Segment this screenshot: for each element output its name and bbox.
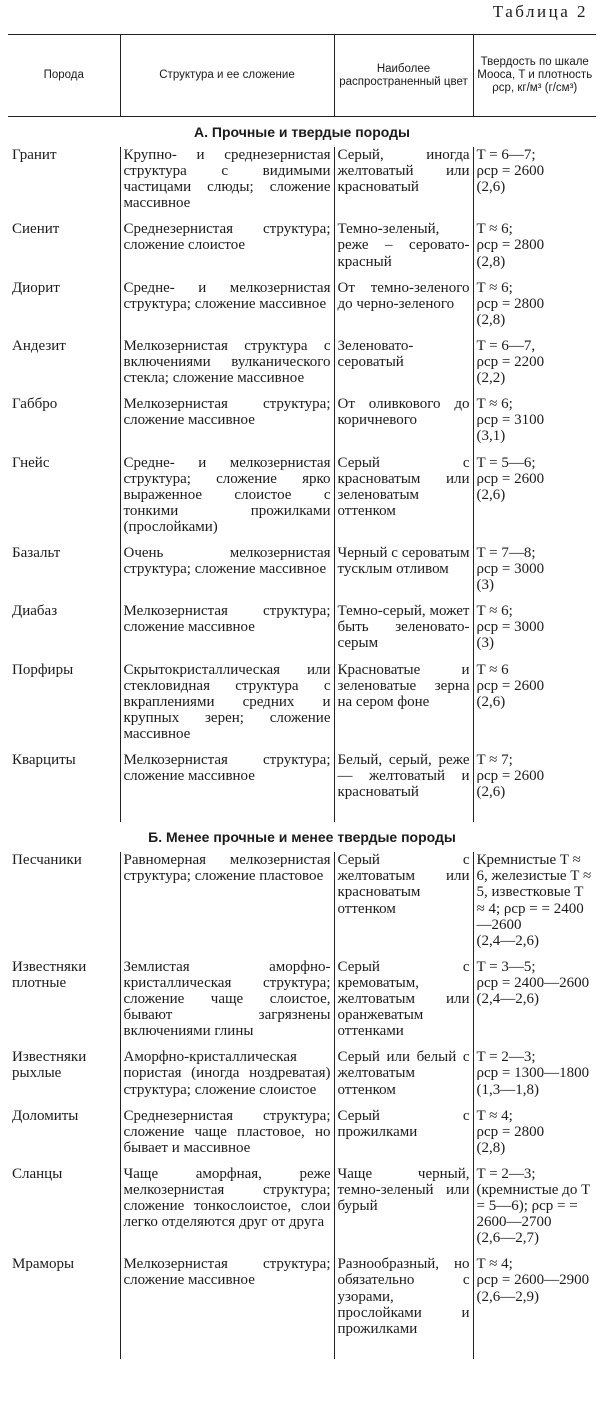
rock-name-cell-text: Мраморы xyxy=(12,1256,75,1273)
structure-cell xyxy=(120,852,334,959)
structure-cell-text: Среднезернистая структура; сложение слоистое xyxy=(123,221,331,254)
color-cell xyxy=(334,1049,473,1107)
spacer-cell xyxy=(8,1347,120,1359)
structure-cell xyxy=(120,147,334,221)
color-cell-text: Темно-зеленый, реже – серовато-красный xyxy=(337,221,470,270)
hardness-density-cell xyxy=(473,221,596,279)
hardness-density-cell-text: T = 2—3; ρср = 1300—1800 (1,3—1,8) xyxy=(476,1049,590,1098)
rock-name-cell-text: Песчаники xyxy=(12,852,82,869)
header-hardness-density: Твердость по шкале Мооса, T и плотность ρср, кг/м³ (г/см³) xyxy=(473,35,596,117)
color-cell xyxy=(334,147,473,221)
structure-cell xyxy=(120,221,334,279)
table-row xyxy=(8,221,596,279)
rock-name-cell xyxy=(8,662,120,752)
rock-name-cell xyxy=(8,852,120,959)
structure-cell xyxy=(120,959,334,1049)
rock-name-cell-text: Гранит xyxy=(12,147,57,163)
hardness-density-cell xyxy=(473,455,596,545)
color-cell xyxy=(334,545,473,603)
structure-cell xyxy=(120,1166,334,1256)
hardness-density-cell-text: T = 2—3; (кремнистые до T = 5—6); ρср = = 2600—2700 (2,6—2,7) xyxy=(476,1165,590,1247)
rock-name-cell xyxy=(8,221,120,279)
color-cell xyxy=(334,1108,473,1166)
color-cell xyxy=(334,752,473,810)
rock-name-cell-text: Известняки рыхлые xyxy=(12,1049,87,1082)
hardness-density-cell-text: T ≈ 6 ρср = 2600 (2,6) xyxy=(476,661,545,710)
table-row xyxy=(8,959,596,1049)
rock-name-cell-text: Базальт xyxy=(12,544,61,561)
section-title: А. Прочные и твердые породы xyxy=(194,123,410,140)
table-row xyxy=(8,280,596,338)
spacer-cell xyxy=(120,810,334,822)
rock-name-cell-text: Диабаз xyxy=(12,603,58,620)
color-cell-text: Серый с прожилками xyxy=(337,1107,470,1140)
structure-cell-text: Средне- и мелкозернистая структура; сложение ярко выраженное слоистое с тонкими прожилками (прослойками) xyxy=(123,454,331,535)
structure-cell xyxy=(120,396,334,454)
structure-cell-text: Равномерная мелкозернистая структура; сложение пластовое xyxy=(123,852,331,885)
structure-cell xyxy=(120,1256,334,1346)
hardness-density-cell xyxy=(473,752,596,810)
table-row xyxy=(8,1256,596,1346)
structure-cell-text: Аморфно-кристаллическая пористая (иногда ноздреватая) структура; сложение слоистое xyxy=(123,1049,331,1098)
color-cell-text: От темно-зеленого до черно-зеленого xyxy=(337,279,470,312)
table-row xyxy=(8,752,596,810)
structure-cell-text: Землистая аморфно-кристаллическая структура; сложение чаще слоистое, бывают загрязнены включениями глины xyxy=(123,958,331,1040)
structure-cell xyxy=(120,545,334,603)
section-header xyxy=(8,822,596,852)
table-row xyxy=(8,545,596,603)
rock-name-cell-text: Габбро xyxy=(12,396,58,413)
rock-name-cell-text: Порфиры xyxy=(12,661,74,678)
spacer-cell xyxy=(334,1347,473,1359)
rock-name-cell xyxy=(8,1166,120,1256)
hardness-density-cell-text: T ≈ 6; ρср = 3000 (3) xyxy=(476,603,545,652)
structure-cell xyxy=(120,280,334,338)
hardness-density-cell-text: T ≈ 6; ρср = 3100 (3,1) xyxy=(476,396,545,445)
rock-name-cell-text: Доломиты xyxy=(12,1107,79,1124)
hardness-density-cell-text: T ≈ 7; ρср = 2600 (2,6) xyxy=(476,752,545,801)
table-row xyxy=(8,147,596,221)
color-cell-text: Чаще черный, темно-зеленый или бурый xyxy=(337,1165,470,1215)
rocks-table xyxy=(8,34,596,1359)
hardness-density-cell xyxy=(473,396,596,454)
header-structure: Структура и ее сложение xyxy=(120,35,334,117)
structure-cell xyxy=(120,752,334,810)
rock-name-cell xyxy=(8,1049,120,1107)
color-cell-text: Серый с желтоватым или красноватым оттенком xyxy=(337,852,470,917)
rock-name-cell xyxy=(8,1256,120,1346)
header-color: Наиболее распространенный цвет xyxy=(334,35,473,117)
spacer-cell xyxy=(334,810,473,822)
table-row xyxy=(8,396,596,454)
color-cell-text: Белый, серый, реже — желтоватый и красноватый xyxy=(337,752,470,801)
spacer-cell xyxy=(120,1347,334,1359)
hardness-density-cell xyxy=(473,1166,596,1256)
section-spacer xyxy=(8,810,596,822)
color-cell-text: Серый с красноватым или зеленоватым оттенком xyxy=(337,454,470,519)
hardness-density-cell xyxy=(473,1108,596,1166)
table-body xyxy=(8,117,596,1359)
color-cell xyxy=(334,1256,473,1346)
color-cell xyxy=(334,1166,473,1256)
rock-name-cell xyxy=(8,545,120,603)
hardness-density-cell xyxy=(473,338,596,396)
rock-name-cell-text: Сиенит xyxy=(12,221,60,238)
spacer-cell xyxy=(8,810,120,822)
table-row xyxy=(8,455,596,545)
hardness-density-cell-text: T ≈ 4; ρср = 2600—2900 (2,6—2,9) xyxy=(476,1256,590,1305)
hardness-density-cell-text: Кремнистые T ≈ 6, железистые T ≈ 5, известковые T ≈ 4; ρср = = 2400—2600 (2,4—2,6) xyxy=(476,852,592,949)
rock-name-cell-text: Известняки плотные xyxy=(12,958,87,991)
color-cell-text: Серый или белый с желтоватым оттенком xyxy=(337,1049,470,1098)
color-cell xyxy=(334,852,473,959)
hardness-density-cell-text: T = 3—5; ρср = 2400—2600 (2,4—2,6) xyxy=(476,958,590,1008)
structure-cell-text: Мелкозернистая структура; сложение массивное xyxy=(123,396,331,429)
rock-name-cell xyxy=(8,1108,120,1166)
hardness-density-cell xyxy=(473,545,596,603)
structure-cell xyxy=(120,1049,334,1107)
rock-name-cell xyxy=(8,752,120,810)
structure-cell-text: Очень мелкозернистая структура; сложение массивное xyxy=(123,544,331,578)
header-row xyxy=(8,35,596,117)
structure-cell xyxy=(120,603,334,661)
color-cell xyxy=(334,280,473,338)
rock-name-cell xyxy=(8,338,120,396)
color-cell xyxy=(334,221,473,279)
hardness-density-cell-text: T ≈ 6; ρср = 2800 (2,8) xyxy=(476,221,545,270)
structure-cell-text: Мелкозернистая структура; сложение массивное xyxy=(123,1256,331,1289)
color-cell xyxy=(334,603,473,661)
table-row xyxy=(8,1166,596,1256)
rock-name-cell xyxy=(8,280,120,338)
structure-cell-text: Средне- и мелкозернистая структура; сложение массивное xyxy=(123,279,331,312)
structure-cell xyxy=(120,1108,334,1166)
structure-cell xyxy=(120,455,334,545)
color-cell-text: Разнообразный, но обязательно с узорами, прослойками и прожилками xyxy=(337,1256,470,1337)
rock-name-cell-text: Диорит xyxy=(12,279,60,296)
hardness-density-cell xyxy=(473,959,596,1049)
hardness-density-cell xyxy=(473,1256,596,1346)
rock-name-cell xyxy=(8,147,120,221)
hardness-density-cell xyxy=(473,280,596,338)
table-row xyxy=(8,1049,596,1107)
table-row xyxy=(8,852,596,959)
rock-name-cell xyxy=(8,959,120,1049)
spacer-cell xyxy=(473,810,596,822)
hardness-density-cell xyxy=(473,603,596,661)
color-cell xyxy=(334,959,473,1049)
hardness-density-cell-text: T = 6—7; ρср = 2600 (2,6) xyxy=(476,147,545,196)
structure-cell-text: Чаще аморфная, реже мелкозернистая структура; сложение тонкослоистое, слои легко отделяются друг от друга xyxy=(123,1165,331,1231)
rock-name-cell-text: Гнейс xyxy=(12,454,50,471)
hardness-density-cell-text: T ≈ 6; ρср = 2800 (2,8) xyxy=(476,279,545,328)
structure-cell-text: Крупно- и среднезернистая структура с видимыми частицами слюды; сложение массивное xyxy=(123,147,331,212)
structure-cell-text: Среднезернистая структура; сложение чаще пластовое, но бывает и массивное xyxy=(123,1107,331,1156)
table-row xyxy=(8,338,596,396)
hardness-density-cell-text: T = 6—7, ρср = 2200 (2,2) xyxy=(476,337,545,387)
hardness-density-cell-text: T = 7—8; ρср = 3000 (3) xyxy=(476,544,545,594)
color-cell-text: Темно-серый, может быть зеленовато-серым xyxy=(337,603,470,652)
rock-name-cell xyxy=(8,603,120,661)
structure-cell-text: Мелкозернистая структура; сложение массивное xyxy=(123,752,331,785)
structure-cell-text: Мелкозернистая структура; сложение массивное xyxy=(123,603,331,636)
rock-name-cell-text: Кварциты xyxy=(12,752,76,768)
color-cell-text: Черный с сероватым тусклым отливом xyxy=(337,544,470,578)
color-cell-text: Красноватые и зеленоватые зерна на сером фоне xyxy=(337,661,470,710)
section-header xyxy=(8,117,596,148)
table-row xyxy=(8,603,596,661)
structure-cell xyxy=(120,662,334,752)
rock-name-cell-text: Сланцы xyxy=(12,1165,63,1182)
color-cell-text: Серый с кремоватым, желтоватым или оранжеватым оттенками xyxy=(337,958,470,1040)
hardness-density-cell xyxy=(473,662,596,752)
table-row xyxy=(8,1108,596,1166)
table-caption: Таблица 2 xyxy=(492,2,588,21)
table-row xyxy=(8,662,596,752)
color-cell xyxy=(334,662,473,752)
rock-name-cell xyxy=(8,396,120,454)
section-spacer xyxy=(8,1347,596,1359)
structure-cell-text: Скрытокристаллическая или стекловидная структура с вкраплениями средних и крупных зерен; сложение массивное xyxy=(123,661,331,742)
header-rock: Порода xyxy=(8,35,120,117)
hardness-density-cell xyxy=(473,147,596,221)
structure-cell xyxy=(120,338,334,396)
structure-cell-text: Мелкозернистая структура с включениями вулканического стекла; сложение массивное xyxy=(123,337,331,387)
color-cell xyxy=(334,455,473,545)
color-cell xyxy=(334,396,473,454)
color-cell-text: Серый, иногда желтоватый или красноватый xyxy=(337,147,470,196)
section-title: Б. Менее прочные и менее твердые породы xyxy=(148,829,456,846)
spacer-cell xyxy=(473,1347,596,1359)
hardness-density-cell-text: T = 5—6; ρср = 2600 (2,6) xyxy=(476,454,545,503)
color-cell-text: От оливкового до коричневого xyxy=(337,396,470,429)
hardness-density-cell xyxy=(473,1049,596,1107)
rock-name-cell-text: Андезит xyxy=(12,337,66,354)
rock-name-cell xyxy=(8,455,120,545)
hardness-density-cell-text: T ≈ 4; ρср = 2800 (2,8) xyxy=(476,1107,545,1156)
color-cell-text: Зеленовато-сероватый xyxy=(337,337,414,371)
color-cell xyxy=(334,338,473,396)
hardness-density-cell xyxy=(473,852,596,959)
